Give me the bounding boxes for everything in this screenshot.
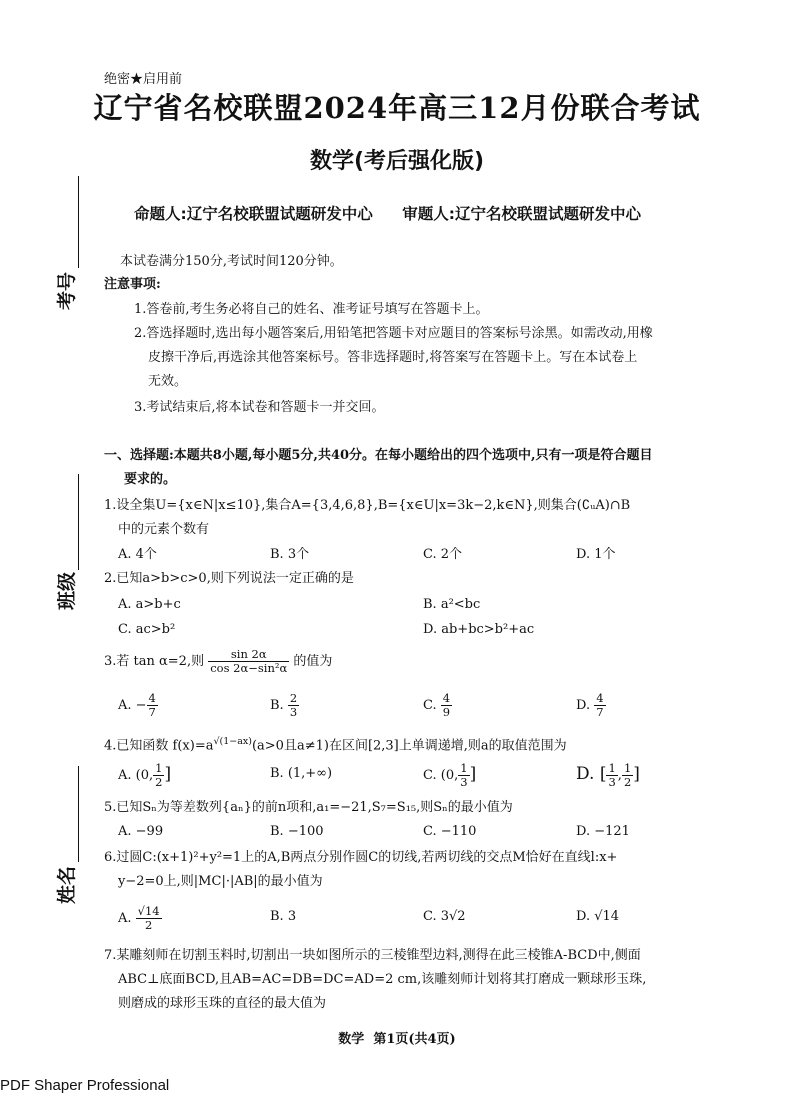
option-fraction bbox=[458, 762, 469, 789]
frac-den: 9 bbox=[442, 705, 451, 719]
exam-subtitle: 数学(考后强化版) bbox=[309, 149, 485, 174]
intro-text: 本试卷满分150分,考试时间120分钟。 bbox=[120, 254, 343, 269]
note-item: 皮擦干净后,再选涂其他答案标号。答非选择题时,将答案写在答题卡上。写在本试卷上 bbox=[148, 350, 638, 365]
q4-option-a bbox=[118, 762, 171, 789]
option-fraction bbox=[606, 762, 617, 789]
q6-option-b: B. 3 bbox=[270, 909, 297, 924]
q2-option-d: D. ab+bc>b²+ac bbox=[423, 622, 535, 637]
frac-num: 1 bbox=[460, 761, 468, 775]
option-fraction bbox=[594, 692, 605, 719]
q4-exponent: √(1−ax) bbox=[213, 736, 252, 747]
frac-num: √14 bbox=[137, 904, 160, 918]
option-label: C. (0, bbox=[423, 768, 459, 783]
page-footer: 数学 第1页(共4页) bbox=[338, 1032, 456, 1047]
note-item: 2.答选择题时,选出每小题答案后,用铅笔把答题卡对应题目的答案标号涂黑。如需改动,用橡 bbox=[134, 326, 653, 341]
q2-option-c: C. ac>b² bbox=[118, 622, 176, 637]
q6-option-c: C. 3√2 bbox=[423, 909, 466, 924]
note-item: 1.答卷前,考生务必将自己的姓名、准考证号填写在答题卡上。 bbox=[134, 302, 489, 317]
option-close: ] bbox=[469, 764, 477, 784]
q4-option-b: B. (1,+∞) bbox=[270, 766, 333, 781]
option-label: C. bbox=[423, 698, 441, 713]
q3-option-c bbox=[423, 692, 452, 719]
exam-title: 辽宁省名校联盟2024年高三12月份联合考试 bbox=[93, 91, 701, 125]
q4-option-c bbox=[423, 762, 476, 789]
option-label: D. [ bbox=[576, 764, 607, 784]
option-label: A. bbox=[118, 911, 136, 926]
frac-den: 7 bbox=[148, 705, 156, 719]
q3-option-b bbox=[270, 692, 299, 719]
q6-option-a bbox=[118, 905, 162, 932]
side-label-name: 姓名 bbox=[56, 865, 78, 904]
frac-den: 7 bbox=[596, 705, 604, 719]
frac-num: 4 bbox=[148, 691, 156, 705]
side-fill-line bbox=[78, 474, 79, 570]
option-fraction bbox=[153, 762, 164, 789]
q1-option-b: B. 3个 bbox=[270, 547, 310, 562]
option-close: ] bbox=[164, 764, 172, 784]
authors-line: 命题人:辽宁名校联盟试题研发中心 审题人:辽宁名校联盟试题研发中心 bbox=[134, 205, 641, 223]
side-label-class: 班级 bbox=[56, 571, 78, 610]
q3-frac-num: sin 2α bbox=[208, 648, 289, 662]
option-close: ] bbox=[633, 764, 640, 784]
frac-den: 3 bbox=[460, 775, 468, 789]
section-heading: 一、选择题:本题共8小题,每小题5分,共40分。在每小题给出的四个选项中,只有一项是符合题目 bbox=[104, 448, 653, 463]
q2-option-a: A. a>b+c bbox=[118, 597, 181, 612]
note-item: 3.考试结束后,将本试卷和答题卡一并交回。 bbox=[134, 400, 385, 415]
option-label: A. (0, bbox=[118, 768, 154, 783]
option-fraction bbox=[622, 762, 633, 789]
watermark: PDF Shaper Professional bbox=[0, 1077, 170, 1094]
confidential-mark: 绝密★启用前 bbox=[104, 72, 183, 87]
option-fraction bbox=[441, 692, 452, 719]
frac-num: 1 bbox=[608, 761, 616, 775]
q4-option-d bbox=[576, 762, 640, 789]
q1-option-d: D. 1个 bbox=[576, 547, 616, 562]
q1-option-a: A. 4个 bbox=[118, 547, 157, 562]
question-2-stem: 2.已知a>b>c>0,则下列说法一定正确的是 bbox=[104, 571, 354, 586]
question-6-stem-cont: y−2=0上,则|MC|·|AB|的最小值为 bbox=[118, 874, 323, 889]
notes-heading: 注意事项: bbox=[104, 277, 161, 292]
q3-prefix: 3.若 tan α=2,则 bbox=[104, 654, 205, 669]
question-4-stem bbox=[104, 730, 567, 758]
frac-num: 4 bbox=[442, 691, 451, 705]
note-item: 无效。 bbox=[148, 374, 188, 389]
q2-option-b: B. a²<bc bbox=[423, 597, 481, 612]
question-6-stem: 6.过圆C:(x+1)²+y²=1上的A,B两点分别作圆C的切线,若两切线的交点M恰好在直线l:x+ bbox=[104, 850, 618, 865]
q3-fraction bbox=[208, 648, 289, 675]
frac-den: 3 bbox=[608, 775, 616, 789]
frac-num: 4 bbox=[596, 691, 604, 705]
frac-den: 2 bbox=[623, 775, 632, 789]
question-7-stem-cont: ABC⊥底面BCD,且AB=AC=DB=DC=AD=2 cm,该雕刻师计划将其打磨成一颗球形玉珠, bbox=[118, 972, 647, 987]
q3-frac-den: cos 2α−sin²α bbox=[210, 661, 288, 675]
option-fraction bbox=[136, 905, 162, 932]
q6-option-d: D. √14 bbox=[576, 909, 620, 924]
q5-option-a: A. −99 bbox=[118, 824, 164, 839]
option-label: D. bbox=[576, 698, 595, 713]
question-7-stem: 7.某雕刻师在切割玉料时,切割出一块如图所示的三棱锥型边料,测得在此三棱锥A-BCD中,侧面 bbox=[104, 948, 641, 963]
q3-option-a bbox=[118, 692, 158, 719]
frac-num: 2 bbox=[289, 691, 298, 705]
side-label-exam-number: 考号 bbox=[56, 271, 78, 310]
q3-suffix: 的值为 bbox=[293, 654, 333, 669]
option-fraction bbox=[147, 692, 158, 719]
frac-num: 1 bbox=[623, 761, 632, 775]
frac-den: 2 bbox=[144, 918, 153, 932]
q3-option-d bbox=[576, 692, 606, 719]
q1-option-c: C. 2个 bbox=[423, 547, 463, 562]
frac-den: 3 bbox=[289, 705, 298, 719]
option-fraction bbox=[288, 692, 299, 719]
q5-option-b: B. −100 bbox=[270, 824, 324, 839]
frac-den: 2 bbox=[155, 775, 163, 789]
side-fill-line bbox=[78, 176, 79, 268]
q5-option-d: D. −121 bbox=[576, 824, 630, 839]
side-fill-line bbox=[78, 766, 79, 862]
q4-suffix: (a>0且a≠1)在区间[2,3]上单调递增,则a的取值范围为 bbox=[251, 738, 567, 754]
question-5-stem: 5.已知Sₙ为等差数列{aₙ}的前n项和,a₁=−21,S₇=S₁₅,则Sₙ的最小值为 bbox=[104, 800, 513, 815]
option-sep: , bbox=[617, 768, 622, 783]
section-heading-cont: 要求的。 bbox=[124, 472, 177, 487]
option-label: B. bbox=[270, 698, 288, 713]
question-7-stem-cont: 则磨成的球形玉珠的直径的最大值为 bbox=[118, 996, 327, 1011]
option-label: A. − bbox=[118, 698, 147, 713]
question-1-stem: 1.设全集U={x∈N|x≤10},集合A={3,4,6,8},B={x∈U|x=3k−2,k∈N},则集合(∁ᵤA)∩B bbox=[104, 498, 631, 513]
question-3-stem bbox=[104, 648, 332, 675]
frac-num: 1 bbox=[155, 761, 163, 775]
q4-prefix: 4.已知函数 f(x)=a bbox=[104, 738, 214, 754]
question-1-stem-cont: 中的元素个数有 bbox=[118, 522, 210, 537]
q5-option-c: C. −110 bbox=[423, 824, 477, 839]
